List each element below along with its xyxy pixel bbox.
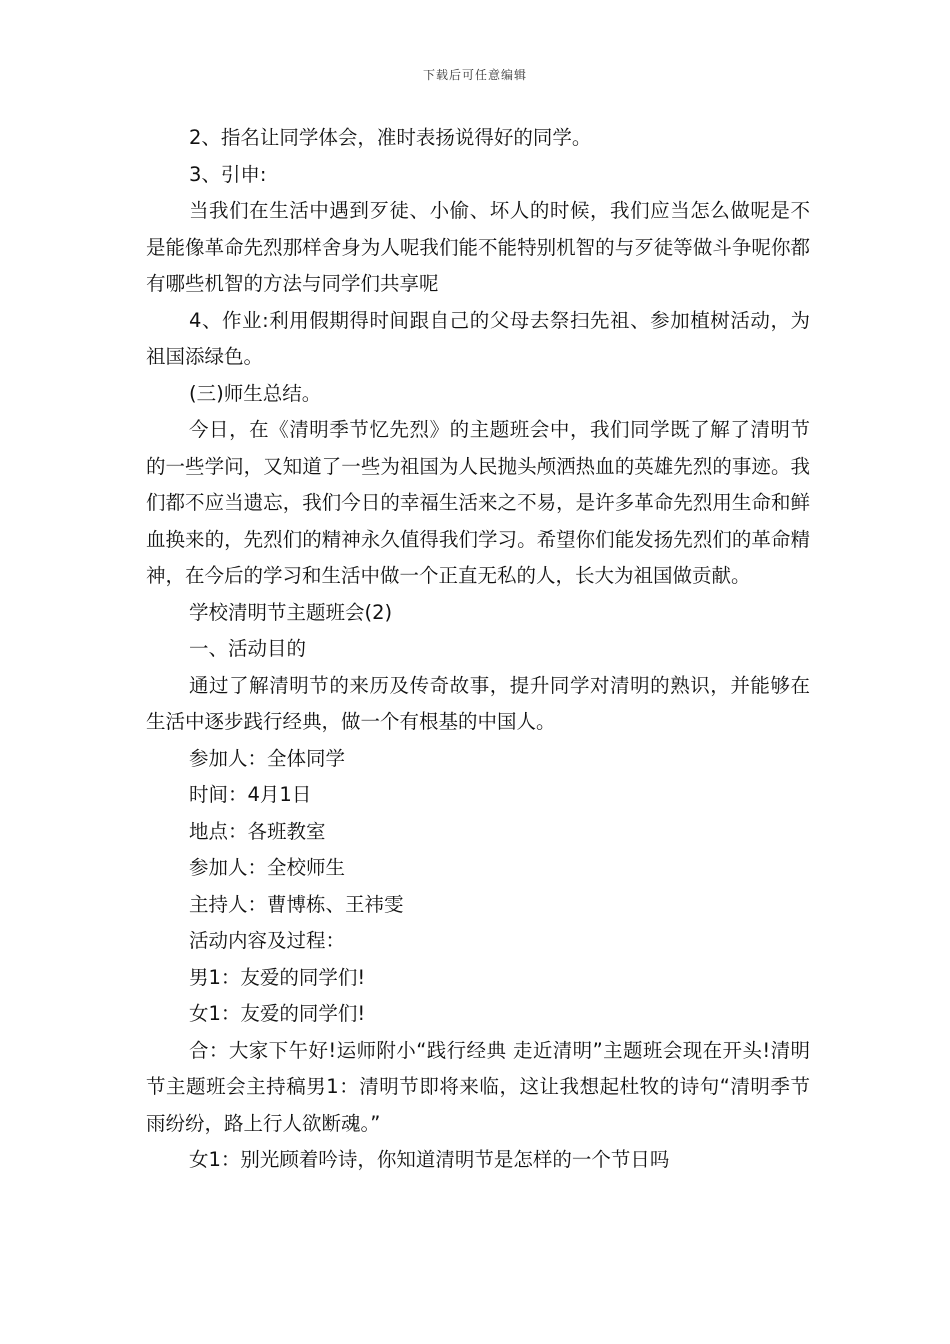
section-title: 学校清明节主题班会(2) [189,600,393,624]
page-header: 下载后可任意编辑 [422,68,527,82]
paragraph: 4、作业:利用假期得时间跟自己的父母去祭扫先祖、参加植树活动，为祖国添绿色。 [146,308,810,368]
paragraph: 通过了解清明节的来历及传奇故事，提升同学对清明的熟识，并能够在生活中逐步践行经典，做一个有根基的中国人。 [146,673,810,733]
paragraph: 3、引申: [189,162,267,186]
dialogue-line: 女1：友爱的同学们! [189,1002,366,1025]
info-line: 时间：4月1日 [189,783,312,806]
info-line: 参加人：全校师生 [189,856,346,879]
info-line: 主持人：曹博栋、王祎雯 [189,892,404,916]
document-body [146,120,810,1179]
info-line: 参加人：全体同学 [189,746,346,770]
dialogue-line: 合：大家下午好!运师附小“践行经典 走近清明”主题班会现在开头!清明节主题班会主持稿男1：清明节即将来临，这让我想起杜牧的诗句“清明季节雨纷纷，路上行人欲断魂。” [146,1038,810,1135]
paragraph: 今日，在《清明季节忆先烈》的主题班会中，我们同学既了解了清明节的一些学问，又知道了一些为祖国为人民抛头颅洒热血的英雄先烈的事迹。我们都不应当遗忘，我们今日的幸福生活来之不易，是许多革命先烈用生命和鲜血换来的，先烈们的精神永久值得我们学习。希望你们能发扬先烈们的革命精神，在今后的学习和生活中做一个正直无私的人，长大为祖国做贡献。 [146,418,810,587]
paragraph: (三)师生总结。 [189,381,322,405]
dialogue-line: 男1：友爱的同学们! [189,965,366,989]
info-line: 地点：各班教室 [189,819,326,843]
info-line: 活动内容及过程： [189,929,346,952]
paragraph: 当我们在生活中遇到歹徒、小偷、坏人的时候，我们应当怎么做呢是不是能像革命先烈那样舍身为人呢我们能不能特别机智的与歹徒等做斗争呢你都有哪些机智的方法与同学们共享呢 [146,199,810,295]
paragraph: 2、指名让同学体会，准时表扬说得好的同学。 [189,126,592,149]
dialogue-line: 女1：别光顾着吟诗，你知道清明节是怎样的一个节日吗 [189,1148,670,1171]
section-heading: 一、活动目的 [189,637,307,660]
